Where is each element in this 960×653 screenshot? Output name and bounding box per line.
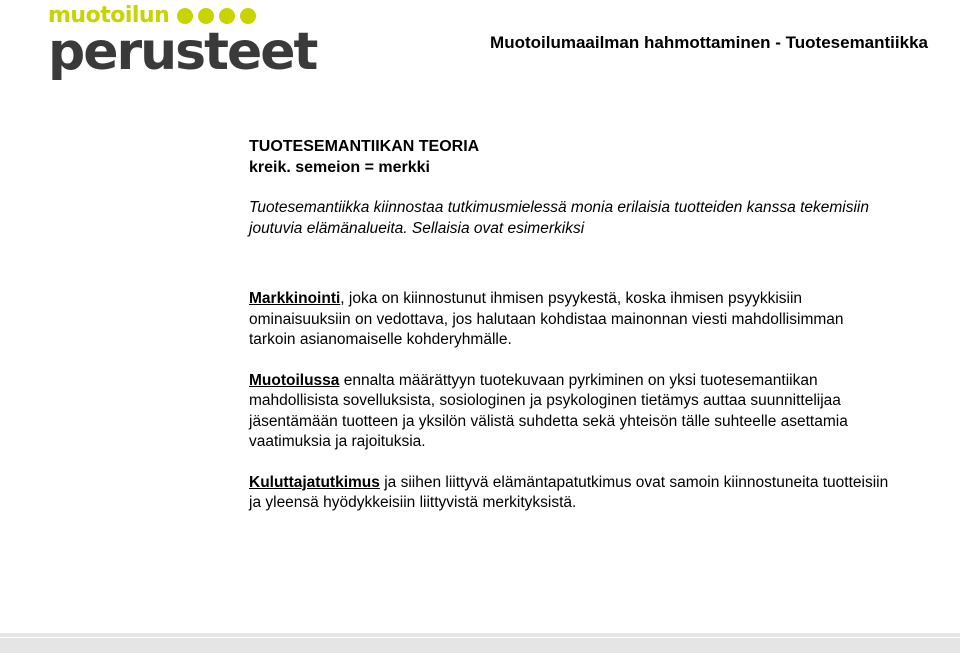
slide-content xyxy=(249,136,889,514)
heading-line-1: TUOTESEMANTIIKAN TEORIA xyxy=(249,138,480,155)
logo-small-text: muotoilun xyxy=(48,3,170,28)
section-heading xyxy=(249,136,889,178)
course-logo xyxy=(48,3,317,82)
heading-line-2: kreik. semeion = merkki xyxy=(249,159,430,176)
term-markkinointi: Markkinointi xyxy=(249,290,341,307)
footer-band xyxy=(0,633,960,653)
logo-big-text: perusteet xyxy=(48,22,317,82)
paragraph-text: , joka on kiinnostunut ihmisen psyykestä, koska ihmisen psyykkisiin ominaisuuksiin on vedottava, jos halutaan kohdistaa mainonnan viesti mahdollisimman tarkoin asianomaiselle kohderyhmälle. xyxy=(249,290,844,348)
paragraph-muotoilussa xyxy=(249,371,889,453)
term-kuluttajatutkimus: Kuluttajatutkimus xyxy=(249,473,380,491)
intro-paragraph: Tuotesemantiikka kiinnostaa tutkimusmielessä monia erilaisia tuotteiden kanssa tekemisiin joutuvia elämänalueita. Sellaisia ovat esimerkiksi xyxy=(249,199,869,237)
paragraph-markkinointi xyxy=(249,289,889,351)
footer-divider xyxy=(0,637,960,638)
paragraph-text: ja siihen liittyvä elämäntapatutkimus ovat samoin kiinnostuneita tuotteisiin ja yleensä hyödykkeisiin liittyvistä merkityksistä. xyxy=(249,473,889,511)
term-muotoilussa: Muotoilussa xyxy=(249,371,340,389)
paragraph-kuluttajatutkimus xyxy=(249,473,889,514)
paragraph-text: ennalta määrättyyn tuotekuvaan pyrkiminen on yksi tuotesemantiikan mahdollisista sovelluksista, sosiologinen ja psykologinen tietämys auttaa suunnittelijaa jäsentämään tuotteen ja yksilön välistä suhdetta sekä yhteisön tälle suhteelle asettamia vaatimuksia ja rajoituksia. xyxy=(249,371,848,450)
slide-title: Muotoilumaailman hahmottaminen - Tuotesemantiikka xyxy=(490,33,928,52)
